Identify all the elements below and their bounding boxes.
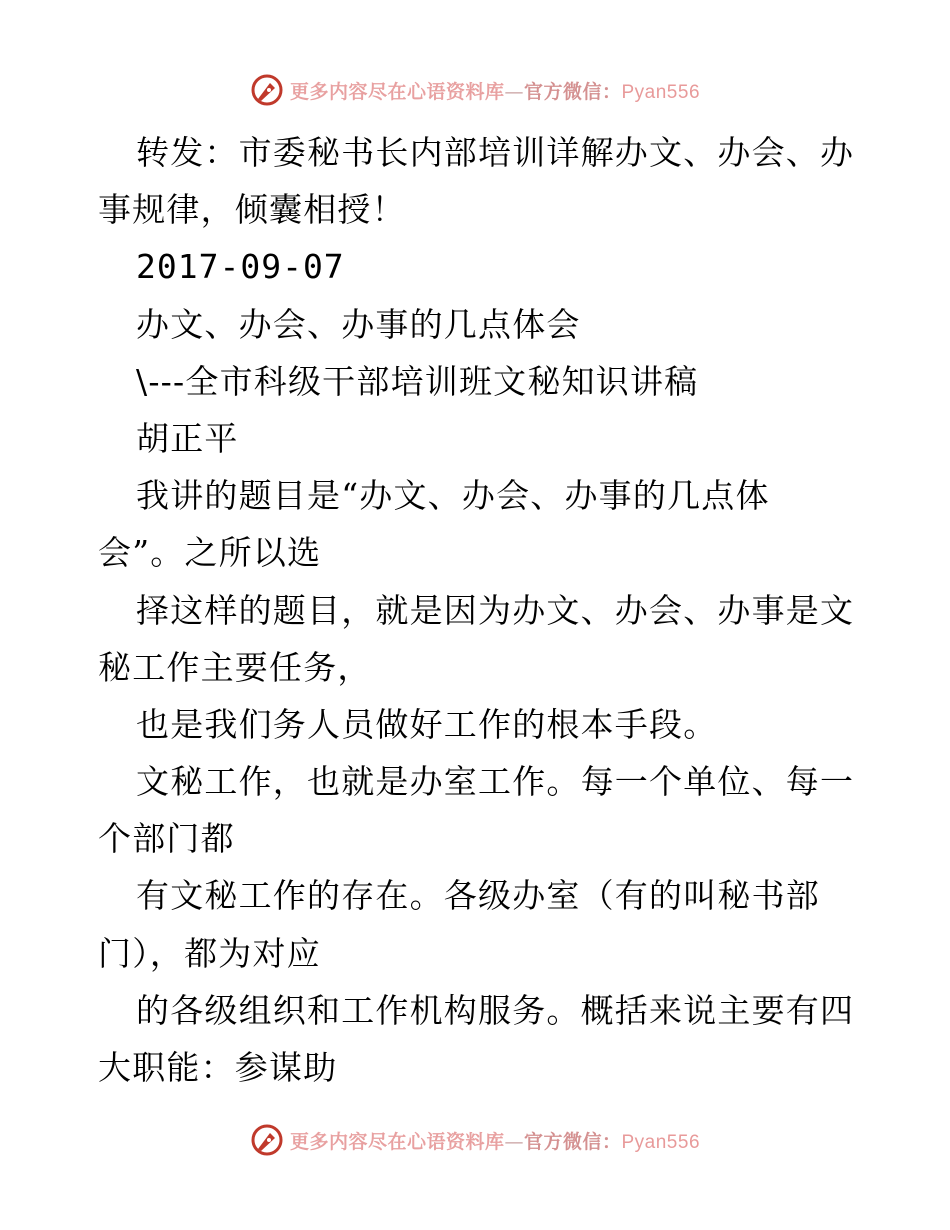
watermark-prefix: 更多内容尽在心语资料库 <box>289 80 505 103</box>
watermark-text <box>290 77 700 104</box>
text-line: 的各级组织和工作机构服务。概括来说主要有四 <box>136 990 855 1030</box>
text-line: 个部门都 <box>98 819 235 859</box>
article-subtitle: \---全市科级干部培训班文秘知识讲稿 <box>136 361 699 401</box>
header-watermark <box>0 70 950 110</box>
text-line: 我讲的题目是“办文、办会、办事的几点体 <box>136 476 770 516</box>
pen-nib-logo-icon <box>250 1123 284 1157</box>
watermark-dash: — <box>504 80 524 103</box>
text-line: 大职能：参谋助 <box>98 1048 338 1087</box>
author-name: 胡正平 <box>136 418 239 458</box>
text-line: 择这样的题目，就是因为办文、办会、办事是文 <box>136 590 855 630</box>
text-line: 转发：市委秘书长内部培训详解办文、办会、办 <box>136 133 855 172</box>
pen-nib-logo-icon <box>250 73 284 107</box>
text-line: 有文秘工作的存在。各级办室（有的叫秘书部 <box>136 876 820 916</box>
watermark-official: 官方微信： <box>523 1130 622 1153</box>
document-body <box>98 124 858 1096</box>
watermark-wechat-id: Pyan556 <box>621 81 701 103</box>
watermark-dash: — <box>504 1130 524 1153</box>
watermark-prefix: 更多内容尽在心语资料库 <box>289 1130 505 1153</box>
watermark-wechat-id: Pyan556 <box>621 1131 701 1153</box>
watermark-official: 官方微信： <box>523 80 622 103</box>
text-line: 事规律，倾囊相授！ <box>98 190 406 230</box>
date-line: 2017-09-07 <box>136 247 345 287</box>
text-line: 秘工作主要任务， <box>98 647 372 687</box>
text-line: 文秘工作，也就是办室工作。每一个单位、每一 <box>136 762 855 802</box>
text-line: 也是我们务人员做好工作的根本手段。 <box>136 704 718 744</box>
text-line: 门），都为对应 <box>98 933 321 973</box>
article-title: 办文、办会、办事的几点体会 <box>136 304 581 344</box>
footer-watermark <box>0 1120 950 1160</box>
text-line: 会”。之所以选 <box>98 533 322 573</box>
watermark-text <box>290 1127 700 1154</box>
